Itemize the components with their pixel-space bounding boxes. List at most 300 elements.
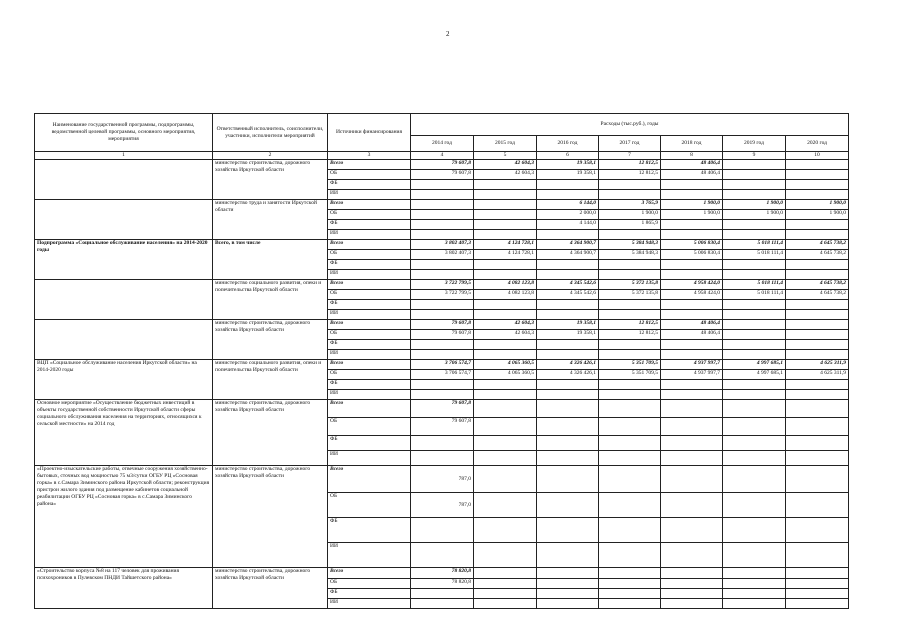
amount-cell: 4 124 728,1 (474, 250, 537, 260)
funding-source: ОБ (328, 330, 411, 340)
financing-table (34, 113, 849, 609)
executor: министерство труда и занятости Иркутской области (213, 200, 328, 240)
amount-cell (723, 190, 786, 200)
amount-cell: 5 372 135,8 (599, 280, 661, 290)
amount-cell (786, 380, 849, 390)
funding-source: Всего (328, 320, 411, 330)
amount-cell (599, 310, 661, 320)
amount-cell (786, 451, 849, 466)
amount-cell (474, 518, 537, 543)
amount-cell: 3 722 799,5 (411, 280, 474, 290)
amount-cell: 42 604,3 (474, 170, 537, 180)
amount-cell: 5 372 135,8 (599, 290, 661, 300)
funding-source: ИИ (328, 270, 411, 280)
amount-cell (661, 451, 723, 466)
amount-cell (474, 599, 537, 609)
amount-cell (661, 260, 723, 270)
amount-cell (474, 589, 537, 599)
amount-cell (411, 380, 474, 390)
amount-cell (537, 400, 599, 418)
amount-cell (474, 493, 537, 518)
amount-cell: 1 900,0 (723, 210, 786, 220)
amount-cell (537, 436, 599, 451)
amount-cell: 12 812,5 (599, 170, 661, 180)
program-name (35, 160, 213, 200)
funding-source: ИИ (328, 350, 411, 360)
amount-cell: 4 997 685,1 (723, 370, 786, 380)
amount-cell: 4 997 685,1 (723, 360, 786, 370)
amount-cell (537, 418, 599, 436)
amount-cell: 19 358,1 (537, 170, 599, 180)
amount-cell (786, 436, 849, 451)
amount-cell (474, 400, 537, 418)
amount-cell: 2 000,0 (537, 210, 599, 220)
amount-cell (599, 579, 661, 589)
amount-cell (599, 340, 661, 350)
executor: министерство строительства, дорожного хозяйства Иркутской области (213, 160, 328, 200)
amount-cell (411, 220, 474, 230)
amount-cell (599, 270, 661, 280)
amount-cell (723, 579, 786, 589)
funding-source: Всего (328, 160, 411, 170)
amount-cell (723, 380, 786, 390)
amount-cell (474, 451, 537, 466)
funding-source: Всего (328, 200, 411, 210)
amount-cell (723, 230, 786, 240)
amount-cell: 78 820,8 (411, 568, 474, 579)
amount-cell (411, 436, 474, 451)
amount-cell (723, 418, 786, 436)
amount-cell (537, 451, 599, 466)
header-source: Источники финансирования (328, 114, 411, 152)
column-number: 2 (213, 152, 328, 160)
amount-cell: 4 326 426,1 (537, 370, 599, 380)
amount-cell: 3 802 407,3 (411, 240, 474, 250)
amount-cell (599, 518, 661, 543)
amount-cell (661, 518, 723, 543)
amount-cell (474, 270, 537, 280)
amount-cell (786, 320, 849, 330)
amount-cell (474, 436, 537, 451)
column-number: 5 (474, 152, 537, 160)
amount-cell (786, 230, 849, 240)
amount-cell: 42 604,3 (474, 320, 537, 330)
amount-cell (599, 466, 661, 493)
amount-cell (786, 260, 849, 270)
amount-cell: 4 958 424,0 (661, 290, 723, 300)
funding-source: ФБ (328, 340, 411, 350)
amount-cell: 1 900,0 (786, 200, 849, 210)
amount-cell (599, 436, 661, 451)
header-year: 2014 год (411, 136, 474, 152)
amount-cell (474, 180, 537, 190)
amount-cell: 48 406,4 (661, 170, 723, 180)
amount-cell: 5 384 948,3 (599, 240, 661, 250)
amount-cell (599, 350, 661, 360)
amount-cell (786, 418, 849, 436)
amount-cell (411, 350, 474, 360)
amount-cell (723, 568, 786, 579)
amount-cell: 4 937 997,7 (661, 370, 723, 380)
executor: министерство строительства, дорожного хозяйства Иркутской области (213, 466, 328, 568)
funding-source: ИИ (328, 230, 411, 240)
amount-cell (599, 599, 661, 609)
funding-source: ИИ (328, 190, 411, 200)
funding-source: ФБ (328, 180, 411, 190)
amount-cell (723, 436, 786, 451)
amount-cell: 3 722 799,5 (411, 290, 474, 300)
amount-cell (786, 340, 849, 350)
amount-cell: 79 607,8 (411, 400, 474, 418)
amount-cell (537, 493, 599, 518)
amount-cell: 1 865,9 (599, 220, 661, 230)
amount-cell (474, 390, 537, 400)
amount-cell (474, 380, 537, 390)
amount-cell: 4 345 542,6 (537, 290, 599, 300)
amount-cell: 1 900,0 (723, 200, 786, 210)
amount-cell (723, 543, 786, 568)
amount-cell (537, 589, 599, 599)
amount-cell (723, 589, 786, 599)
amount-cell (661, 270, 723, 280)
amount-cell: 787,0 (411, 493, 474, 518)
executor: министерство строительства, дорожного хозяйства Иркутской области (213, 400, 328, 466)
amount-cell (599, 400, 661, 418)
amount-cell (599, 230, 661, 240)
amount-cell (537, 568, 599, 579)
amount-cell: 79 607,8 (411, 330, 474, 340)
funding-source: ФБ (328, 518, 411, 543)
amount-cell: 19 358,1 (537, 330, 599, 340)
header-expenses: Расходы (тыс.руб.), годы (411, 114, 849, 136)
column-number: 6 (537, 152, 599, 160)
amount-cell: 79 607,8 (411, 170, 474, 180)
amount-cell (474, 220, 537, 230)
amount-cell (661, 230, 723, 240)
amount-cell (661, 568, 723, 579)
amount-cell (723, 180, 786, 190)
funding-source: Всего (328, 280, 411, 290)
amount-cell (474, 543, 537, 568)
amount-cell: 1 900,0 (786, 210, 849, 220)
funding-source: ОБ (328, 418, 411, 436)
amount-cell (723, 220, 786, 230)
table-row (35, 240, 849, 250)
amount-cell (474, 230, 537, 240)
amount-cell (786, 190, 849, 200)
funding-source: Всего (328, 240, 411, 250)
amount-cell: 787,0 (411, 466, 474, 493)
amount-cell (599, 543, 661, 568)
amount-cell (786, 350, 849, 360)
amount-cell: 4 326 426,1 (537, 360, 599, 370)
amount-cell (786, 270, 849, 280)
funding-source: ИИ (328, 451, 411, 466)
amount-cell (411, 270, 474, 280)
amount-cell (599, 589, 661, 599)
amount-cell (474, 210, 537, 220)
amount-cell (661, 390, 723, 400)
amount-cell (411, 180, 474, 190)
amount-cell (599, 380, 661, 390)
amount-cell: 4 625 311,9 (786, 360, 849, 370)
amount-cell (723, 466, 786, 493)
table-row (35, 360, 849, 370)
funding-source: ФБ (328, 220, 411, 230)
amount-cell (661, 436, 723, 451)
amount-cell: 4 082 123,8 (474, 280, 537, 290)
column-number: 4 (411, 152, 474, 160)
amount-cell: 4 124 728,1 (474, 240, 537, 250)
amount-cell (537, 310, 599, 320)
amount-cell (411, 190, 474, 200)
amount-cell: 3 802 407,3 (411, 250, 474, 260)
amount-cell (661, 466, 723, 493)
executor: Всего, в том числе (213, 240, 328, 280)
column-number: 1 (35, 152, 213, 160)
amount-cell (411, 210, 474, 220)
column-number: 7 (599, 152, 661, 160)
amount-cell (661, 418, 723, 436)
amount-cell (537, 190, 599, 200)
amount-cell (411, 310, 474, 320)
table-row (35, 200, 849, 210)
amount-cell (474, 418, 537, 436)
funding-source: ОБ (328, 493, 411, 518)
amount-cell (474, 466, 537, 493)
amount-cell (661, 180, 723, 190)
header-name: Наименование государственной программы, подпрограммы, ведомственной целевой программы, основного мероприятия, мероприятия (35, 114, 213, 152)
amount-cell (723, 310, 786, 320)
amount-cell (411, 599, 474, 609)
amount-cell (661, 220, 723, 230)
funding-source: ФБ (328, 300, 411, 310)
amount-cell: 4 645 738,2 (786, 280, 849, 290)
amount-cell (474, 200, 537, 210)
amount-cell (474, 310, 537, 320)
amount-cell (537, 380, 599, 390)
amount-cell: 79 607,8 (411, 418, 474, 436)
amount-cell (786, 568, 849, 579)
amount-cell (661, 599, 723, 609)
amount-cell (411, 390, 474, 400)
amount-cell (474, 579, 537, 589)
amount-cell (723, 451, 786, 466)
amount-cell (537, 390, 599, 400)
amount-cell (411, 543, 474, 568)
amount-cell (786, 220, 849, 230)
amount-cell (411, 200, 474, 210)
amount-cell (411, 260, 474, 270)
amount-cell (661, 380, 723, 390)
amount-cell: 4 645 738,2 (786, 290, 849, 300)
amount-cell: 19 358,1 (537, 160, 599, 170)
amount-cell (537, 300, 599, 310)
program-name: «Строительство корпуса №8 на 117 человек для проживания психохроников в Пулевском ПНДИ Тайшетского района» (35, 568, 213, 609)
amount-cell (661, 310, 723, 320)
amount-cell (537, 599, 599, 609)
amount-cell (599, 180, 661, 190)
amount-cell (599, 493, 661, 518)
amount-cell: 48 406,4 (661, 330, 723, 340)
funding-source: ИИ (328, 543, 411, 568)
amount-cell (411, 230, 474, 240)
amount-cell (661, 589, 723, 599)
amount-cell (537, 270, 599, 280)
amount-cell (786, 300, 849, 310)
amount-cell (599, 418, 661, 436)
amount-cell: 5 018 111,4 (723, 280, 786, 290)
funding-source: Всего (328, 400, 411, 418)
amount-cell (661, 543, 723, 568)
amount-cell (474, 190, 537, 200)
table-row (35, 466, 849, 493)
program-name: Подпрограмма «Социальное обслуживание населения» на 2014-2020 годы (35, 240, 213, 280)
funding-source: ИИ (328, 599, 411, 609)
amount-cell (661, 493, 723, 518)
amount-cell (723, 518, 786, 543)
amount-cell (474, 350, 537, 360)
funding-source: ОБ (328, 210, 411, 220)
amount-cell (723, 390, 786, 400)
program-name: «Проектно-изыскательские работы, отвечные сооружения хозяйственно-бытовых, сточных вод мощностью 75 м3/сутки ОГБУ РЦ «Сосновая горка» в с.Самара Зиминского района Иркутской области; реконструкция пристрои жилого здания под размещение кабинетов социальной реабилитации ОГБУ РЦ «Сосновая горка» в с.Самара Зиминского района» (35, 466, 213, 568)
amount-cell (661, 300, 723, 310)
table-row (35, 280, 849, 290)
amount-cell: 4 144,0 (537, 220, 599, 230)
program-name (35, 320, 213, 360)
program-name: Основное мероприятие «Осуществление бюджетных инвестиций в объекты государственной собственности Иркутской области сферы социального обслуживания населения на территориях, относящихся к сельской местности» на 2014 год (35, 400, 213, 466)
amount-cell (474, 300, 537, 310)
funding-source: ФБ (328, 260, 411, 270)
amount-cell (723, 170, 786, 180)
amount-cell (786, 330, 849, 340)
amount-cell (723, 350, 786, 360)
amount-cell: 3 706 574,7 (411, 370, 474, 380)
amount-cell (786, 493, 849, 518)
funding-source: ИИ (328, 310, 411, 320)
amount-cell (411, 518, 474, 543)
amount-cell (661, 579, 723, 589)
amount-cell (723, 599, 786, 609)
amount-cell (599, 568, 661, 579)
amount-cell (661, 340, 723, 350)
amount-cell (786, 518, 849, 543)
amount-cell (599, 190, 661, 200)
amount-cell (723, 330, 786, 340)
amount-cell: 78 820,8 (411, 579, 474, 589)
amount-cell (537, 350, 599, 360)
amount-cell (786, 390, 849, 400)
funding-source: Всего (328, 360, 411, 370)
funding-source: ФБ (328, 589, 411, 599)
amount-cell (537, 340, 599, 350)
table-row (35, 400, 849, 418)
amount-cell: 6 144,0 (537, 200, 599, 210)
amount-cell: 48 406,4 (661, 320, 723, 330)
amount-cell (661, 400, 723, 418)
funding-source: ФБ (328, 380, 411, 390)
amount-cell: 4 645 738,2 (786, 240, 849, 250)
amount-cell (723, 340, 786, 350)
header-year: 2019 год (723, 136, 786, 152)
funding-source: ОБ (328, 370, 411, 380)
executor: министерство социального развития, опеки и попечительства Иркутской области (213, 360, 328, 400)
amount-cell: 19 358,1 (537, 320, 599, 330)
amount-cell (723, 300, 786, 310)
page-number: 2 (446, 30, 450, 38)
amount-cell: 1 900,0 (661, 200, 723, 210)
amount-cell (599, 390, 661, 400)
amount-cell (474, 568, 537, 579)
amount-cell: 5 018 111,4 (723, 250, 786, 260)
amount-cell: 4 065 360,5 (474, 360, 537, 370)
amount-cell: 79 607,8 (411, 320, 474, 330)
program-name: ВЦП «Социальное обслуживание населения Иркутской области» на 2014-2020 годы (35, 360, 213, 400)
amount-cell (723, 400, 786, 418)
funding-source: ОБ (328, 250, 411, 260)
amount-cell: 12 812,5 (599, 320, 661, 330)
executor: министерство строительства, дорожного хозяйства Иркутской области (213, 320, 328, 360)
amount-cell: 5 006 830,4 (661, 250, 723, 260)
amount-cell: 4 625 311,9 (786, 370, 849, 380)
amount-cell: 1 900,0 (661, 210, 723, 220)
amount-cell: 5 006 830,4 (661, 240, 723, 250)
amount-cell: 4 937 997,7 (661, 360, 723, 370)
amount-cell: 12 812,5 (599, 160, 661, 170)
amount-cell: 4 065 360,5 (474, 370, 537, 380)
column-number: 10 (786, 152, 849, 160)
header-year: 2016 год (537, 136, 599, 152)
amount-cell (599, 451, 661, 466)
amount-cell: 5 351 709,5 (599, 370, 661, 380)
amount-cell: 48 406,4 (661, 160, 723, 170)
amount-cell (786, 589, 849, 599)
amount-cell: 4 364 900,7 (537, 250, 599, 260)
amount-cell: 3 706 574,7 (411, 360, 474, 370)
amount-cell: 4 364 900,7 (537, 240, 599, 250)
amount-cell (537, 180, 599, 190)
amount-cell: 1 900,0 (599, 210, 661, 220)
amount-cell: 5 018 111,4 (723, 240, 786, 250)
table-row (35, 320, 849, 330)
amount-cell (537, 230, 599, 240)
executor: министерство социального развития, опеки и попечительства Иркутской области (213, 280, 328, 320)
amount-cell: 5 351 709,5 (599, 360, 661, 370)
amount-cell (786, 466, 849, 493)
funding-source: Всего (328, 466, 411, 493)
amount-cell (723, 160, 786, 170)
table-row (35, 568, 849, 579)
header-year: 2018 год (661, 136, 723, 152)
amount-cell (786, 579, 849, 589)
amount-cell: 4 345 542,6 (537, 280, 599, 290)
amount-cell: 79 607,8 (411, 160, 474, 170)
column-number: 9 (723, 152, 786, 160)
amount-cell (723, 493, 786, 518)
amount-cell (786, 160, 849, 170)
amount-cell (537, 518, 599, 543)
amount-cell (474, 260, 537, 270)
amount-cell (661, 350, 723, 360)
amount-cell (786, 599, 849, 609)
header-year: 2017 год (599, 136, 661, 152)
funding-source: ОБ (328, 290, 411, 300)
funding-source: ИИ (328, 390, 411, 400)
table-row (35, 160, 849, 170)
amount-cell (411, 451, 474, 466)
amount-cell (599, 260, 661, 270)
program-name (35, 200, 213, 240)
